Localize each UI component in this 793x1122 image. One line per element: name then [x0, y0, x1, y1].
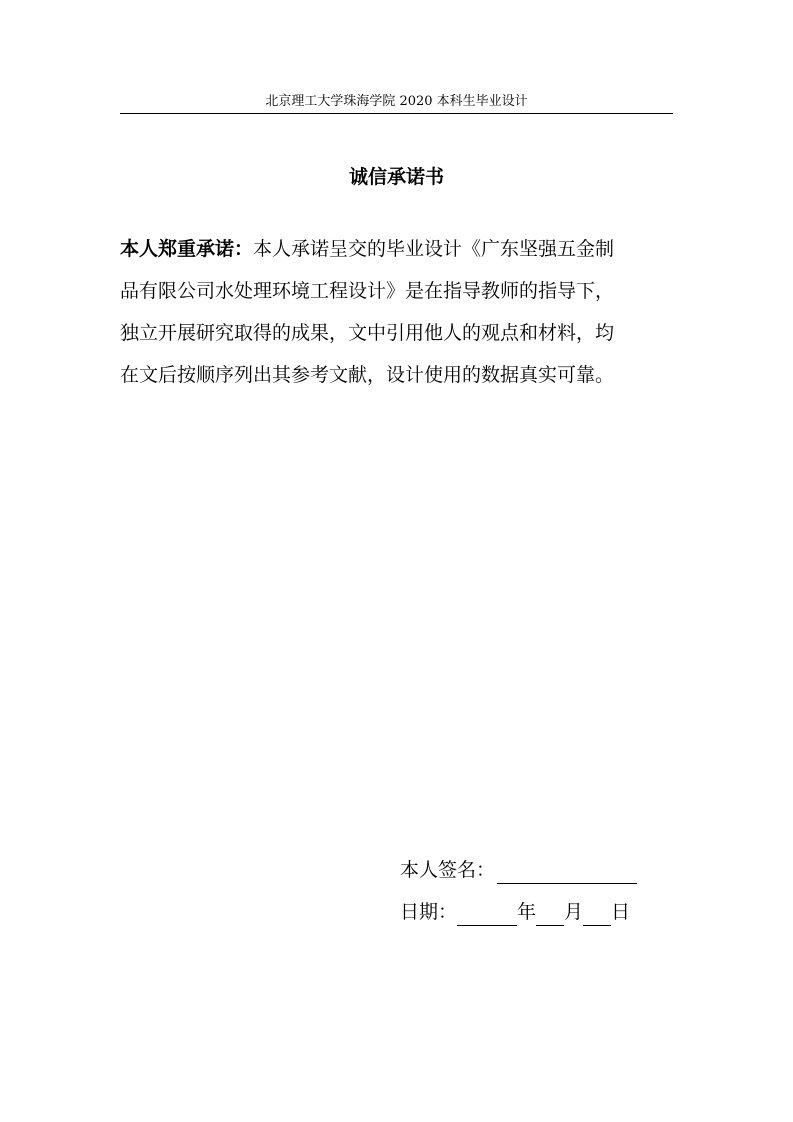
header-text: 北京理工大学珠海学院 2020 本科生毕业设计: [265, 94, 528, 109]
date-label: 日期：: [400, 901, 458, 923]
date-row: [400, 898, 630, 926]
signature-field[interactable]: [497, 861, 637, 884]
page-header: [120, 92, 673, 114]
statement-line-1: [120, 228, 646, 270]
month-field[interactable]: [536, 903, 564, 926]
statement-line-4: 在文后按顺序列出其参考文献，设计使用的数据真实可靠。: [120, 364, 615, 386]
statement-line-3: 独立开展研究取得的成果，文中引用他人的观点和材料，均: [120, 322, 615, 344]
statement-line-2: 品有限公司水处理环境工程设计》是在指导教师的指导下，: [120, 280, 615, 302]
year-field[interactable]: [457, 903, 517, 926]
month-label: 月: [564, 901, 584, 923]
page-title: 诚信承诺书: [348, 166, 444, 188]
year-label: 年: [517, 901, 537, 923]
signature-label: 本人签名：: [400, 859, 496, 881]
day-field[interactable]: [583, 903, 611, 926]
day-label: 日: [611, 901, 631, 923]
signature-row: [400, 856, 637, 884]
statement-line-1-text: 本人承诺呈交的毕业设计《广东坚强五金制: [253, 238, 615, 260]
statement-lead: 本人郑重承诺：: [120, 238, 254, 260]
statement-paragraph: [120, 228, 646, 396]
